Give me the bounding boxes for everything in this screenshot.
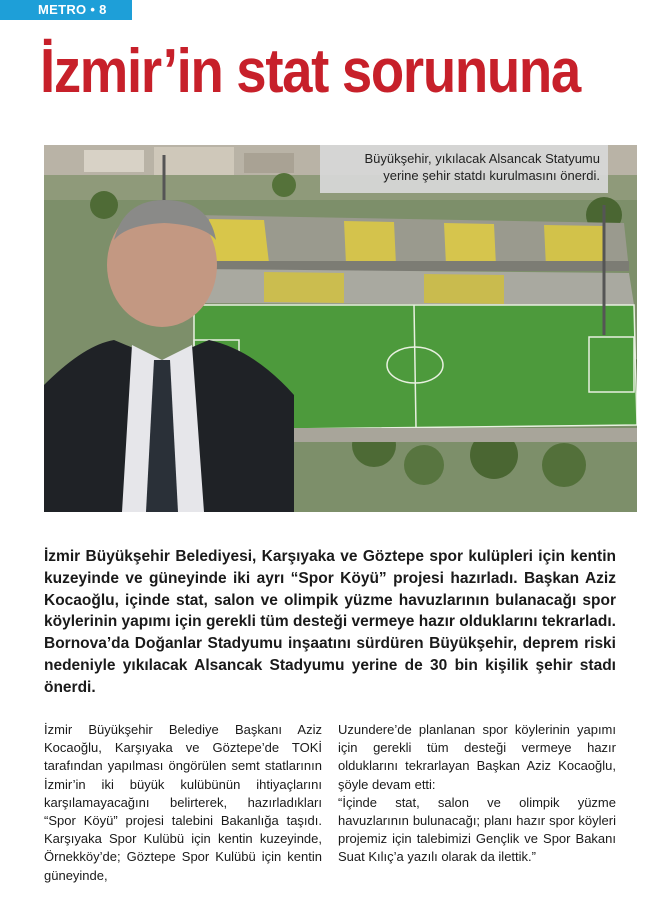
body-column-left — [44, 721, 322, 885]
body-column-right — [338, 721, 616, 867]
quote-paragraph: “İçinde stat, salon ve olimpik yüzme havuzlarının bulunacağı; planı hazır spor köyleri projemiz için talebimizi Gençlik ve Spor Bakanı Suat Kılıç’a yazılı olarak da ilettik.” — [338, 794, 616, 865]
headline: İzmir’in stat sorununa — [40, 37, 580, 106]
stadium-photo — [44, 145, 637, 512]
lead-paragraph: İzmir Büyükşehir Belediyesi, Karşıyaka ve Göztepe spor kulüpleri için kentin kuzeyinde ve güneyinde iki ayrı “Spor Köyü” projesi hazırladı. Başkan Aziz Kocaoğlu, içinde stat, salon ve olimpik yüzme havuzlarının bulanacağı spor köylerinin yapımı için gerekli tüm desteği vermeye hazır olduklarını tekrarladı. Bornova’da Doğanlar Stadyumu inşaatını sürdüren Büyükşehir, deprem riski nedeniyle yıkılacak Alsancak Stadyumu yerine de 30 bin kişilik şehir stadı önerdi. — [44, 548, 616, 696]
section-page-label: METRO • 8 — [0, 0, 132, 20]
body-paragraph: Uzundere’de planlanan spor köylerinin yapımı için gerekli tüm desteği vermeye hazır olduklarını tekrarlayan Başkan Aziz Kocaoğlu, şöyle devam etti: — [338, 722, 616, 792]
body-paragraph: İzmir Büyükşehir Belediye Başkanı Aziz Kocaoğlu, Karşıyaka ve Göztepe’de TOKİ tarafından yapılması öngörülen semt statlarının İzmir’in iki büyük kulübünün ihtiyaçlarını karşılamayacağını belirterek, hazırladıkları “Spor Köyü” projesi talebini Bakanlığa taşıdı. Karşıyaka Spor Kulübü için kentin kuzeyinde, Örnekköy’de; Göztepe Spor Kulübü için kentin güneyinde, — [44, 722, 322, 883]
photo-caption: Büyükşehir, yıkılacak Alsancak Statyumu yerine şehir statdı kurulmasını önerdi. — [320, 145, 608, 193]
